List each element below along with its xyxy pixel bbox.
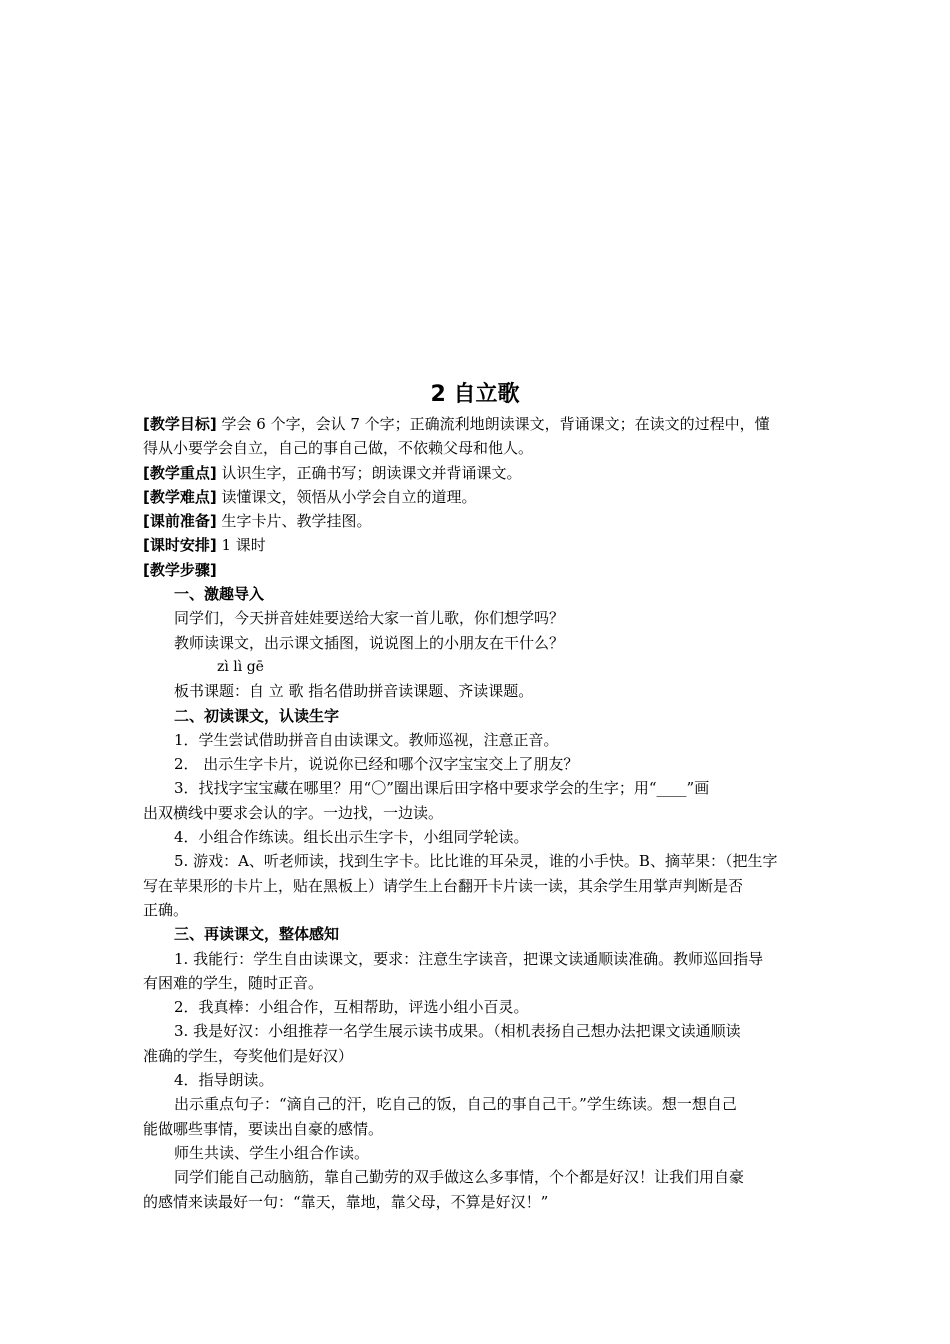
section-2-item-3-line-1: 3．找找字宝宝藏在哪里？用“〇”圈出课后田字格中要求学会的生字；用“____”画 (174, 779, 710, 798)
goal-text-1: 学会 6 个字，会认 7 个字；正确流利地朗读课文，背诵课文；在读文的过程中，懂 (216, 415, 770, 433)
section-3-paragraph-3-line-2: 的感情来读最好一句：“靠天，靠地，靠父母，不算是好汉！” (143, 1192, 549, 1211)
goal-label: [教学目标] (143, 415, 217, 433)
section-1-heading: 一、激趣导入 (174, 585, 265, 604)
section-3-item-2: 2．我真棒：小组合作，互相帮助，评选小组小百灵。 (174, 998, 529, 1017)
section-3-paragraph-3-line-1: 同学们能自己动脑筋，靠自己勤劳的双手做这么多事情，个个都是好汉！让我们用自豪 (174, 1168, 745, 1187)
section-3-paragraph-1-line-2: 能做哪些事情，要读出自豪的感情。 (143, 1119, 384, 1138)
section-3-item-1-line-1: 1. 我能行：学生自由读课文，要求：注意生字读音，把课文读通顺读准确。教师巡回指导 (174, 949, 764, 968)
key-point (143, 461, 807, 485)
lesson-title: 2 自立歌 (430, 382, 520, 407)
section-1-paragraph-1: 同学们，今天拼音娃娃要送给大家一首儿歌，你们想学吗？ (174, 609, 565, 628)
difficulty-text: 读懂课文，领悟从小学会自立的道理。 (216, 487, 477, 506)
schedule (143, 533, 807, 557)
section-3-item-3-line-2: 准确的学生，夸奖他们是好汉） (143, 1046, 354, 1065)
schedule-text: 1 课时 (216, 536, 266, 555)
preparation-label: [课前准备] (143, 512, 217, 531)
section-2-item-5-line-2: 写在苹果形的卡片上，贴在黑板上）请学生上台翻开卡片读一读，其余学生用掌声判断是否 (143, 876, 744, 895)
section-2-heading: 二、初读课文，认读生字 (174, 706, 340, 725)
schedule-label: [课时安排] (143, 536, 217, 555)
steps-label: [教学步骤] (143, 560, 217, 579)
difficulty (143, 485, 807, 509)
section-3-heading: 三、再读课文，整体感知 (174, 925, 340, 944)
section-3-item-1-line-2: 有困难的学生，随时正音。 (143, 973, 324, 992)
section-1-paragraph-2: 教师读课文，出示课文插图，说说图上的小朋友在干什么？ (174, 633, 565, 652)
section-2-item-2: 2． 出示生字卡片，说说你已经和哪个汉字宝宝交上了朋友？ (174, 755, 579, 774)
title-pinyin: zì lì gē (217, 658, 264, 675)
key-point-text: 认识生字，正确书写；朗读课文并背诵课文。 (216, 463, 522, 482)
section-2-item-4: 4．小组合作练读。组长出示生字卡，小组同学轮读。 (174, 828, 529, 847)
steps-heading (143, 558, 807, 582)
section-3-paragraph-1-line-1: 出示重点句子：“滴自己的汗，吃自己的饭，自己的事自己干。”学生练读。想一想自己 (174, 1095, 737, 1114)
goal-line-2: 得从小要学会自立，自己的事自己做，不依赖父母和他人。 (143, 439, 534, 458)
section-2-item-5-line-3: 正确。 (143, 900, 189, 919)
section-3-item-3-line-1: 3. 我是好汉：小组推荐一名学生展示读书成果。（相机表扬自己想办法把课文读通顺读 (174, 1022, 741, 1041)
section-2-item-1: 1．学生尝试借助拼音自由读课文。教师巡视，注意正音。 (174, 730, 559, 749)
key-point-label: [教学重点] (143, 463, 217, 482)
section-2-item-3-line-2: 出双横线中要求会认的字。一边找，一边读。 (143, 803, 444, 822)
preparation-text: 生字卡片、教学挂图。 (216, 512, 372, 531)
lesson-content (143, 380, 807, 1214)
section-1-paragraph-3: 板书课题：自 立 歌 指名借助拼音读课题、齐读课题。 (174, 682, 534, 701)
section-3-item-4: 4．指导朗读。 (174, 1071, 274, 1090)
difficulty-label: [教学难点] (143, 487, 217, 506)
section-2-item-5-line-1: 5. 游戏：A、听老师读，找到生字卡。比比谁的耳朵灵，谁的小手快。B、摘苹果：（把生字 (174, 852, 778, 871)
goal-line-1 (143, 412, 807, 436)
section-3-paragraph-2: 师生共读、学生小组合作读。 (174, 1143, 370, 1162)
preparation (143, 509, 807, 533)
